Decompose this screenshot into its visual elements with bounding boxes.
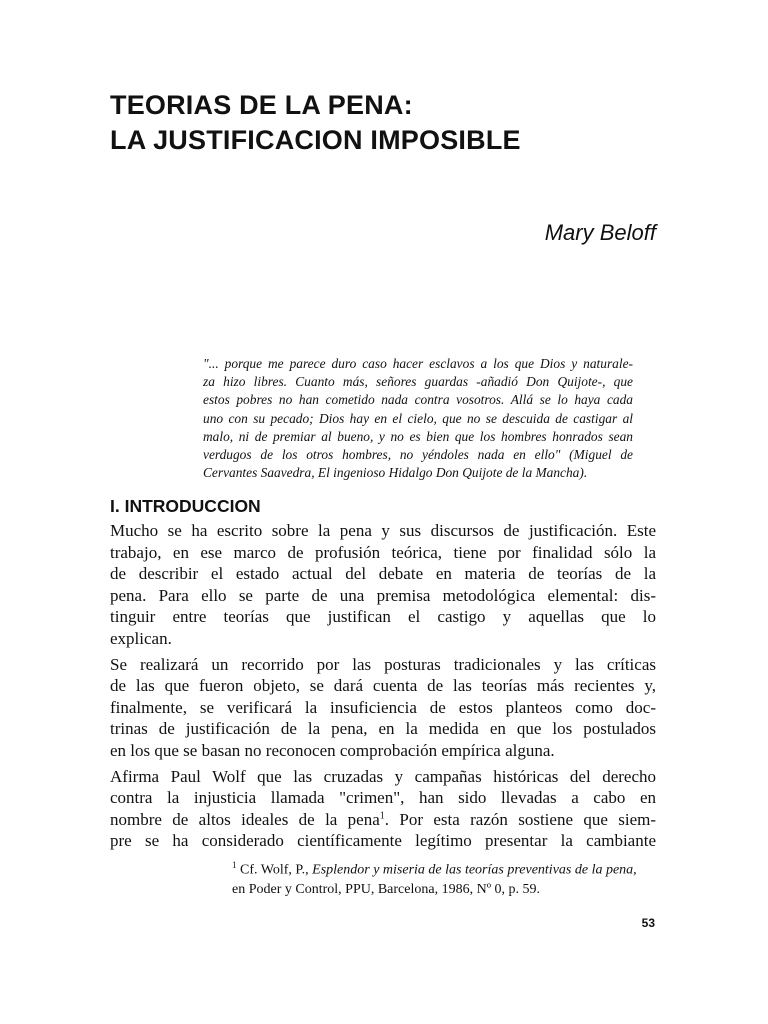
epigraph-line: "... porque me parece duro caso hacer esclavos a los que Dios y naturale- [203, 356, 633, 371]
body-text-span: nombre de altos ideales de la pena [110, 809, 380, 829]
page-number: 53 [641, 916, 655, 930]
epigraph-line: uno con su pecado; Dios hay en el cielo, que no se descuida de castigar al [203, 410, 633, 426]
body-line: pena. Para ello se parte de una premisa metodológica elemental: dis- [110, 585, 656, 605]
body-line [110, 809, 656, 831]
title-line-1: TEORIAS DE LA PENA: [110, 90, 413, 120]
epigraph-line: malo, ni de premiar al bueno, y no es bien que los hombres honrados sean [203, 428, 633, 444]
body-line: Mucho se ha escrito sobre la pena y sus discursos de justificación. Este [110, 521, 656, 540]
footnote-book-title: Esplendor y miseria de las teorías preventivas de la pena, [312, 862, 637, 878]
body-line: de las que fueron objeto, se dará cuenta de las teorías más recientes y, [110, 676, 656, 696]
paragraph-3 [110, 766, 656, 852]
body-line: explican. [110, 628, 172, 648]
body-line: Afirma Paul Wolf que las cruzadas y campañas históricas del derecho [110, 766, 656, 786]
body-line: pre se ha considerado científicamente legítimo presentar la cambiante [110, 831, 656, 851]
footnote-line-2: en Poder y Control, PPU, Barcelona, 1986, Nº 0, p. 59. [232, 881, 541, 897]
body-line: de describir el estado actual del debate en materia de teorías de la [110, 564, 656, 584]
footnote-reference: 1 [379, 810, 385, 822]
title-line-2: LA JUSTIFICACION IMPOSIBLE [110, 125, 521, 155]
body-line: trabajo, en ese marco de profusión teórica, tiene por finalidad sólo la [110, 542, 656, 562]
body-line: contra la injusticia llamada "crimen", han sido llevadas a cabo en [110, 788, 656, 808]
section-heading: I. INTRODUCCION [110, 496, 261, 516]
footnote-prefix: Cf. Wolf, P., [236, 862, 313, 878]
body-line: trinas de justificación de la pena, en la medida en que los postulados [110, 719, 656, 739]
body-text [110, 520, 656, 856]
epigraph-line: Cervantes Saavedra, El ingenioso Hidalgo Don Quijote de la Mancha). [203, 465, 588, 481]
paragraph-1 [110, 520, 656, 650]
body-line: tinguir entre teorías que justifican el castigo y aquellas que lo [110, 607, 656, 627]
body-line: Se realizará un recorrido por las posturas tradicionales y las críticas [110, 654, 656, 674]
article-title [110, 88, 670, 158]
author-name: Mary Beloff [544, 220, 656, 245]
body-line: finalmente, se verificará la insuficiencia de estos planteos como doc- [110, 697, 656, 717]
epigraph-quote [203, 355, 633, 482]
epigraph-line: za hizo libres. Cuanto más, señores guardas -añadió Don Quijote-, que [203, 374, 633, 390]
footnote [232, 856, 662, 899]
body-text-span: . Por esta razón sostiene que siem- [384, 809, 656, 829]
epigraph-line: estos pobres no han cometido nada contra vosotros. Allá se lo haya cada [203, 392, 633, 408]
footnote-marker: 1 [232, 860, 237, 870]
footnote-line-1 [232, 856, 662, 880]
body-line: en los que se basan no reconocen comprobación empírica alguna. [110, 740, 555, 760]
epigraph-line: verdugos de los otros hombres, no yéndoles nada en ello" (Miguel de [203, 447, 633, 463]
paragraph-2 [110, 654, 656, 762]
